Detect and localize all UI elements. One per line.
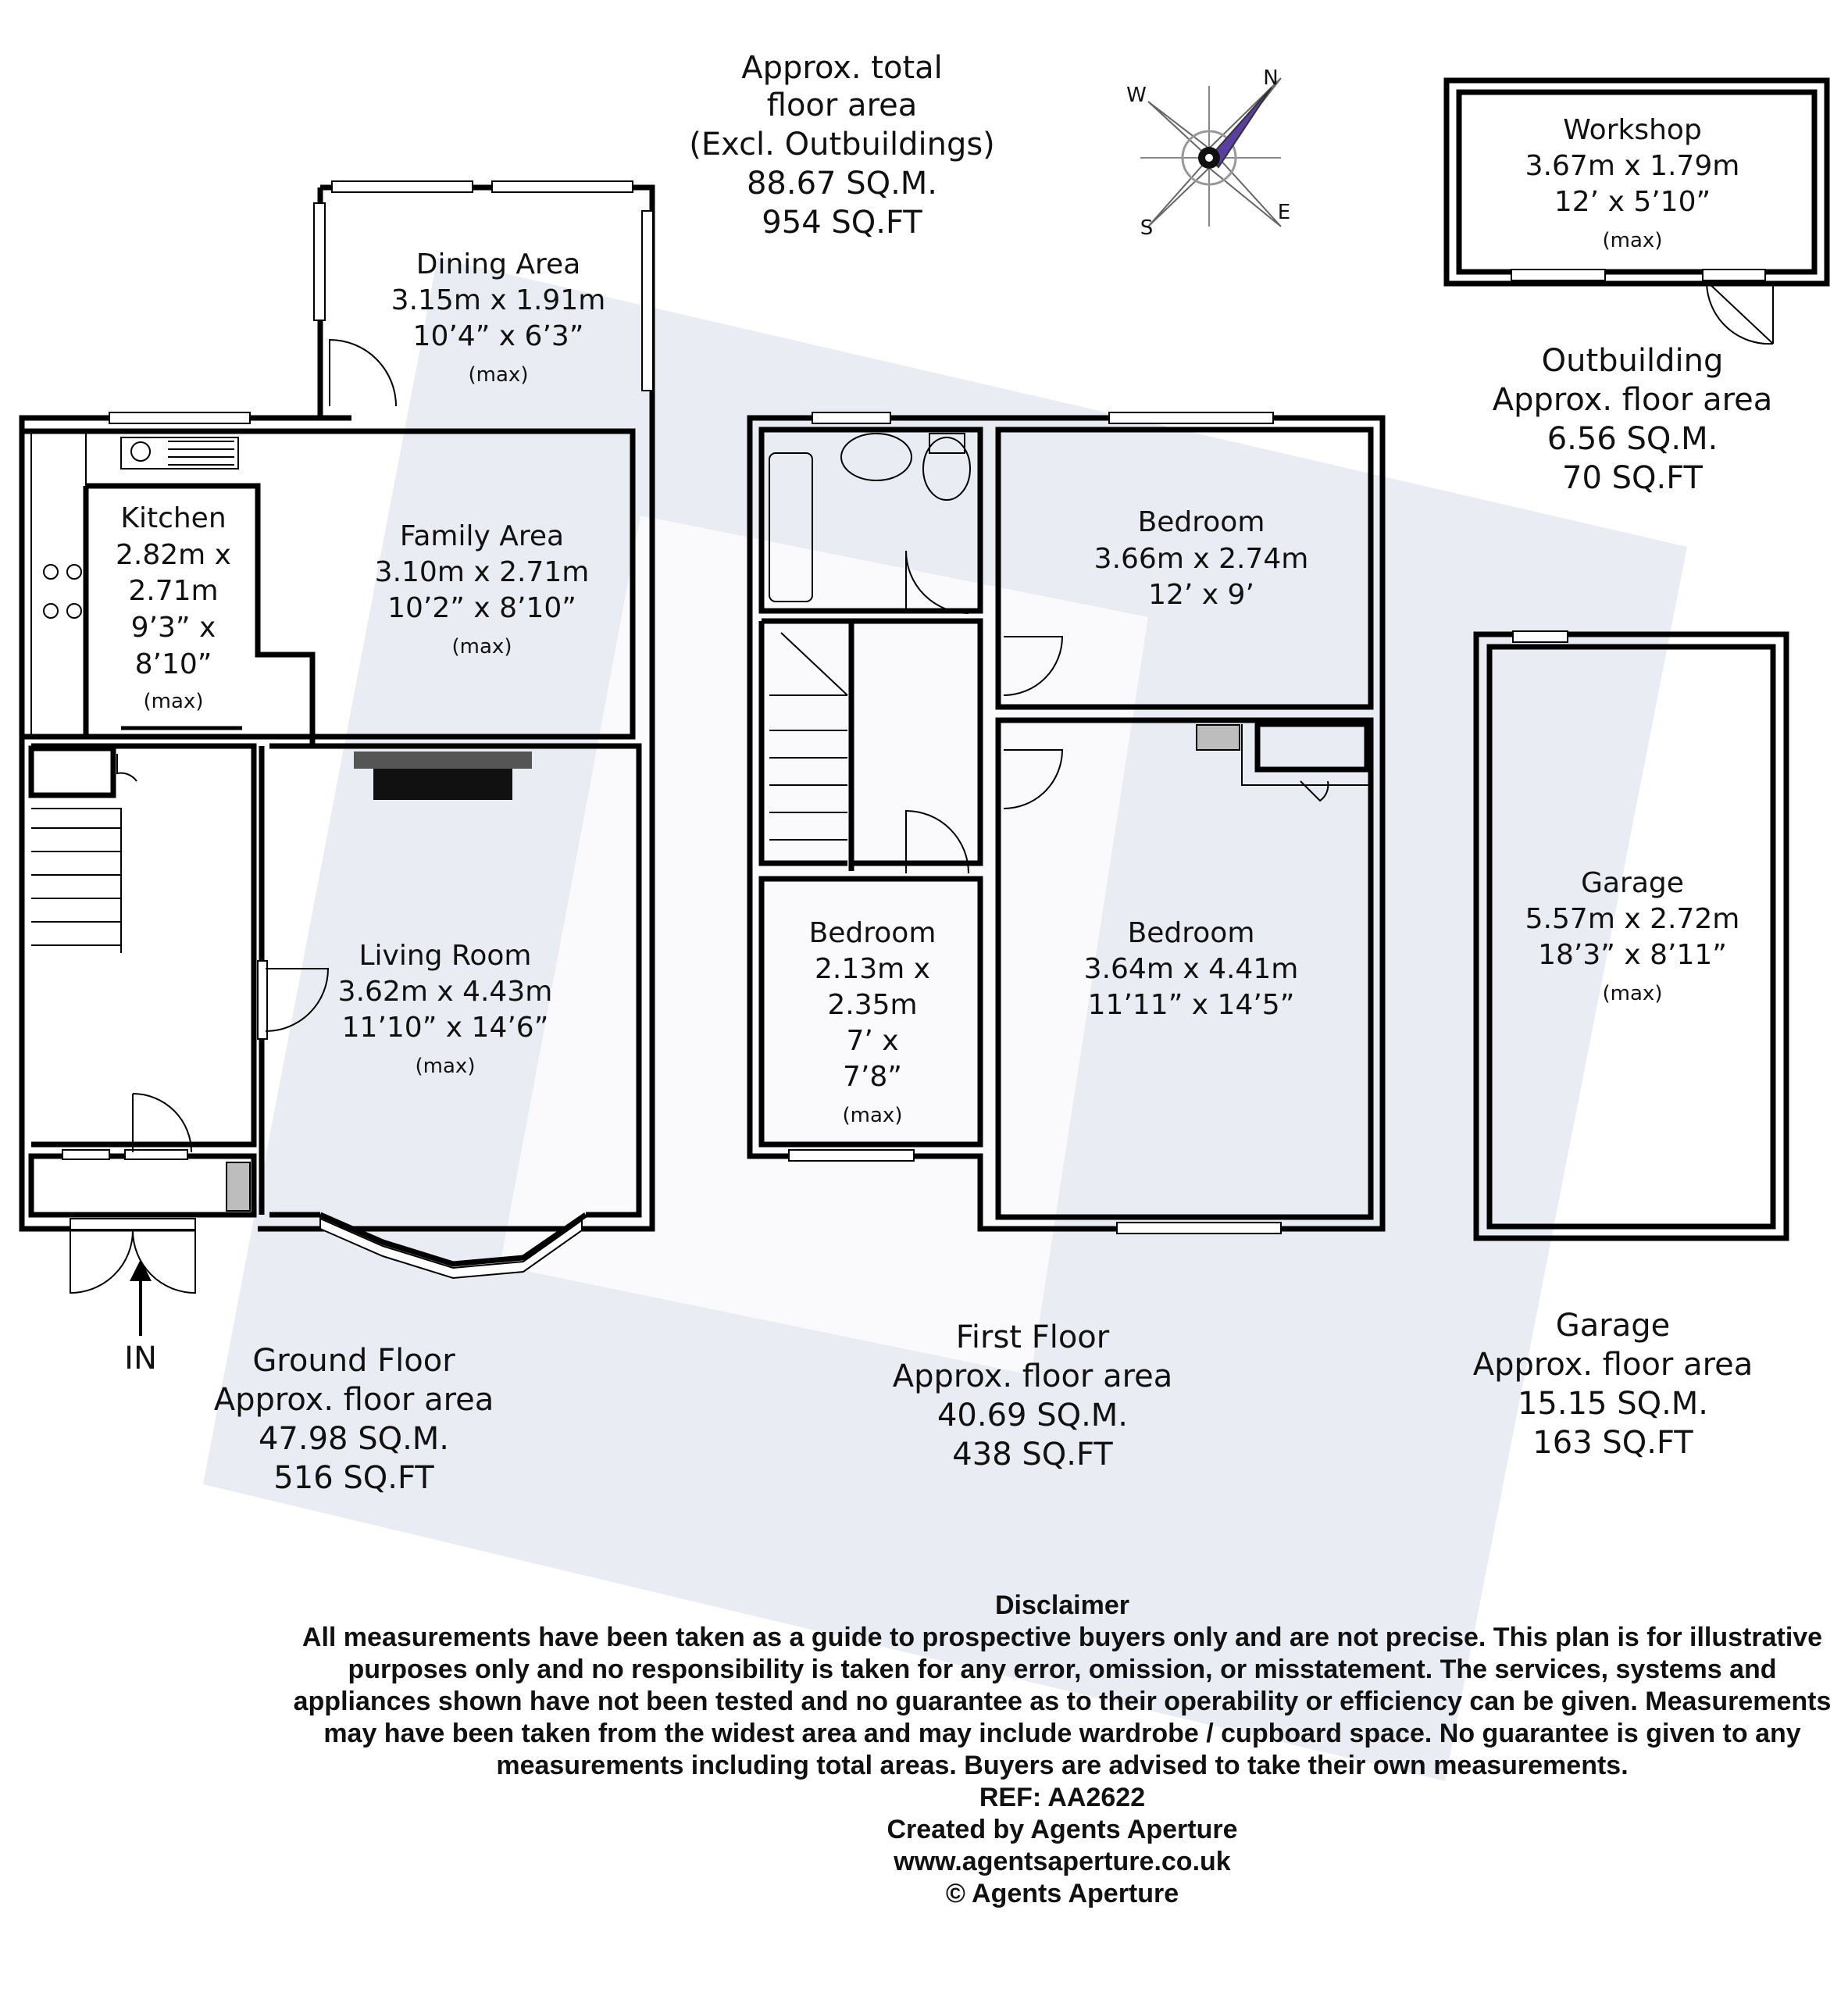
bedroom1-imperial: 12’ x 9’ [1148, 579, 1254, 611]
living-name: Living Room [359, 940, 532, 972]
outbuilding-floor-label: Approx. floor area [1492, 382, 1773, 418]
total-area-line3: (Excl. Outbuildings) [689, 127, 995, 162]
workshop-name: Workshop [1563, 114, 1702, 146]
total-area-label [689, 50, 995, 241]
disclaimer-copyright: © Agents Aperture [945, 1879, 1179, 1908]
garage-imperial: 18’3” x 8’11” [1538, 939, 1727, 971]
outbuilding-floor-sqft: 70 SQ.FT [1562, 460, 1703, 496]
workshop-note: (max) [1602, 229, 1663, 252]
first-floor-name: First Floor [955, 1319, 1110, 1355]
stairs-ground [31, 809, 121, 953]
total-area-line2: floor area [766, 87, 918, 123]
garage-floor-label: Approx. floor area [1472, 1347, 1753, 1383]
dining-note: (max) [468, 363, 529, 387]
total-area-sqft: 954 SQ.FT [762, 205, 922, 241]
dining-name: Dining Area [416, 248, 581, 280]
outbuilding-floor-sqm: 6.56 SQ.M. [1547, 421, 1718, 457]
bedroom2-name: Bedroom [1127, 917, 1255, 949]
kitchen-note: (max) [143, 690, 204, 713]
floor-area-outbuilding [1493, 343, 1773, 496]
hob [44, 565, 81, 618]
bedroom3-metric2: 2.35m [827, 989, 918, 1021]
kitchen-imperial1: 9’3” x [130, 612, 216, 644]
compass-w-label: W [1126, 84, 1147, 107]
ground-floor-label: Approx. floor area [213, 1382, 494, 1418]
room-label-workshop [1525, 114, 1740, 252]
ground-floor-sqft: 516 SQ.FT [273, 1460, 434, 1496]
compass-n-label: N [1263, 66, 1279, 90]
meter-box [227, 1162, 250, 1211]
garage-floor-sqm: 15.15 SQ.M. [1517, 1386, 1709, 1422]
bedroom3-imperial1: 7’ x [846, 1025, 899, 1057]
living-note: (max) [415, 1055, 476, 1078]
dining-imperial: 10’4” x 6’3” [412, 320, 584, 352]
ground-floor-sqm: 47.98 SQ.M. [258, 1421, 450, 1457]
dining-metric: 3.15m x 1.91m [391, 284, 606, 316]
compass-s-label: S [1140, 216, 1154, 240]
workshop-imperial: 12’ x 5’10” [1554, 186, 1711, 218]
family-note: (max) [451, 635, 512, 659]
disclaimer-body: All measurements have been taken as a guide to prospective buyers only and are not precise. This plan is for illustrative purposes only and no responsibility is taken for any error, omission, or misstatement. The services, systems and appliances shown have not been tested and no guarantee as to their operability or efficiency can be given. Measurements may have been taken from the widest area and may include wardrobe / cupboard space. No guarantee is given to any measurements including total areas. Buyers are advised to take their own measurements. [293, 1623, 1832, 1780]
bedroom3-imperial2: 7’8” [843, 1061, 902, 1093]
family-metric: 3.10m x 2.71m [374, 556, 590, 588]
disclaimer [289, 1590, 1836, 1910]
total-area-line1: Approx. total [741, 50, 943, 86]
living-imperial: 11’10” x 14’6” [341, 1012, 549, 1044]
disclaimer-title: Disclaimer [995, 1591, 1129, 1620]
first-floor-sqm: 40.69 SQ.M. [936, 1398, 1129, 1433]
bedroom3-metric1: 2.13m x [815, 953, 930, 985]
family-imperial: 10’2” x 8’10” [387, 592, 576, 624]
room-label-kitchen [116, 502, 231, 713]
compass-e-label: E [1277, 201, 1291, 224]
disclaimer-created-by: Created by Agents Aperture [887, 1815, 1238, 1844]
ground-floor-name: Ground Floor [252, 1343, 455, 1379]
family-name: Family Area [399, 520, 565, 552]
bedroom1-name: Bedroom [1137, 506, 1265, 538]
bedroom3-name: Bedroom [808, 917, 936, 949]
kitchen-name: Kitchen [120, 502, 227, 534]
workshop-metric: 3.67m x 1.79m [1525, 150, 1740, 182]
kitchen-imperial2: 8’10” [134, 648, 212, 680]
kitchen-sink [121, 437, 238, 469]
garage-name: Garage [1581, 867, 1684, 899]
garage-floor-sqft: 163 SQ.FT [1532, 1425, 1693, 1461]
bedroom2-metric: 3.64m x 4.41m [1083, 953, 1299, 985]
garage-floor-name: Garage [1555, 1308, 1671, 1344]
first-floor-sqft: 438 SQ.FT [952, 1437, 1113, 1473]
living-metric: 3.62m x 4.43m [337, 976, 553, 1008]
fireplace [354, 752, 532, 800]
kitchen-metric2: 2.71m [128, 575, 219, 607]
disclaimer-website: www.agentsaperture.co.uk [894, 1847, 1231, 1876]
bedroom3-note: (max) [842, 1104, 903, 1127]
bedroom2-imperial: 11’11” x 14’5” [1087, 989, 1295, 1021]
first-floor-label: Approx. floor area [892, 1358, 1173, 1394]
outbuilding-floor-name: Outbuilding [1541, 343, 1724, 379]
total-area-sqm: 88.67 SQ.M. [746, 166, 938, 202]
compass-icon [1126, 66, 1290, 240]
garage-note: (max) [1602, 982, 1663, 1005]
garage-metric: 5.57m x 2.72m [1525, 903, 1740, 935]
entrance-label: IN [124, 1341, 157, 1376]
kitchen-metric1: 2.82m x [116, 539, 231, 571]
disclaimer-ref: REF: AA2622 [979, 1783, 1146, 1812]
bedroom1-metric: 3.66m x 2.74m [1093, 543, 1309, 575]
